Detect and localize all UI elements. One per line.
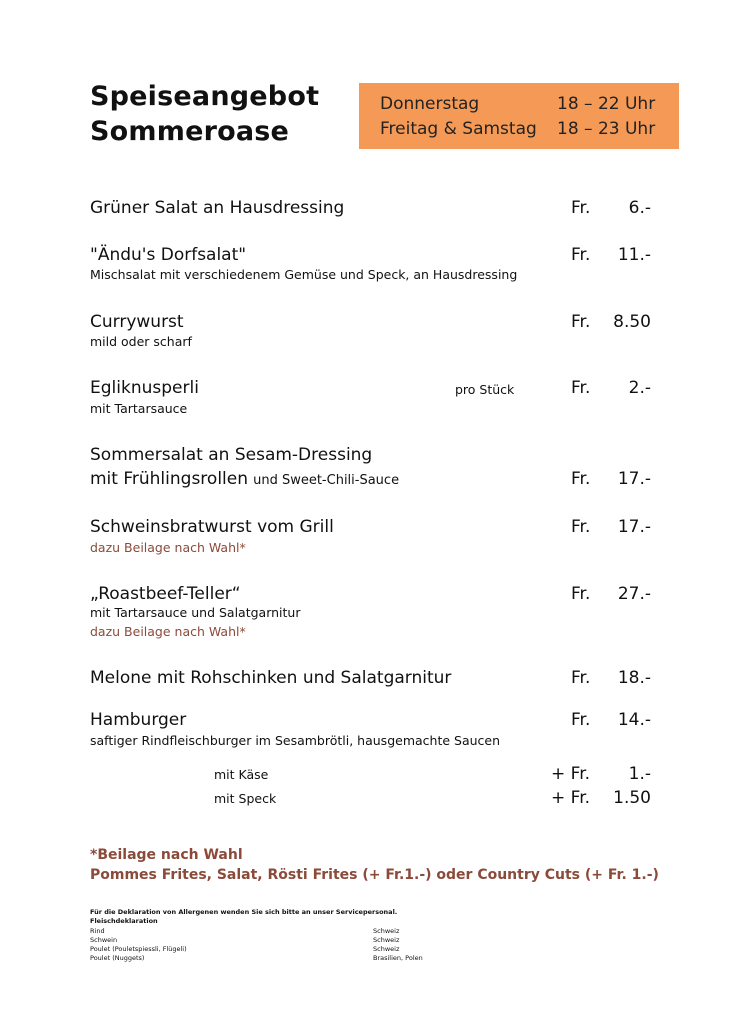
- item-price: 17.-: [617, 517, 651, 537]
- hours-day: Freitag & Samstag: [380, 119, 537, 139]
- currency-label: Fr.: [571, 469, 591, 489]
- meat-type: Poulet (Pouletspiessli, Flügeli): [90, 945, 187, 953]
- extra-price-prefix: + Fr.: [551, 764, 591, 784]
- item-side-dish-note: dazu Beilage nach Wahl*: [90, 540, 246, 555]
- meat-type: Poulet (Nuggets): [90, 954, 145, 962]
- item-name-line2: [90, 469, 399, 489]
- item-name: Egliknusperli: [90, 378, 199, 398]
- allergen-note: Für die Deklaration von Allergenen wenden Sie sich bitte an unser Servicepersonal.: [90, 908, 398, 916]
- extra-label: mit Käse: [214, 767, 269, 782]
- item-name: Hamburger: [90, 710, 187, 730]
- extra-price: 1.50: [613, 788, 651, 808]
- item-side-dish-note: dazu Beilage nach Wahl*: [90, 624, 246, 639]
- hours-day: Donnerstag: [380, 94, 480, 114]
- opening-hours-box: [359, 83, 679, 149]
- side-dish-options: Pommes Frites, Salat, Rösti Frites (+ Fr.1.-) oder Country Cuts (+ Fr. 1.-): [90, 867, 659, 883]
- item-name-part: mit Frühlingsrollen: [90, 469, 248, 489]
- item-name: „Roastbeef-Teller“: [90, 584, 241, 604]
- menu-title-line1: Speiseangebot: [90, 81, 320, 112]
- meat-origin: Schweiz: [373, 945, 400, 953]
- currency-label: Fr.: [571, 245, 591, 265]
- item-name: Grüner Salat an Hausdressing: [90, 198, 345, 218]
- item-description: mit Tartarsauce: [90, 401, 188, 416]
- item-price: 2.-: [628, 378, 651, 398]
- item-description: saftiger Rindfleischburger im Sesambrötli, hausgemachte Saucen: [90, 733, 501, 748]
- meat-type: Schwein: [90, 936, 118, 944]
- item-name: "Ändu's Dorfsalat": [90, 245, 247, 265]
- item-price: 11.-: [617, 245, 651, 265]
- item-price: 17.-: [617, 469, 651, 489]
- hours-time: 18 – 22 Uhr: [557, 94, 656, 114]
- item-price: 6.-: [628, 198, 651, 218]
- currency-label: Fr.: [571, 710, 591, 730]
- item-description: Mischsalat mit verschiedenem Gemüse und Speck, an Hausdressing: [90, 267, 518, 282]
- meat-origin: Brasilien, Polen: [373, 954, 423, 962]
- currency-label: Fr.: [571, 378, 591, 398]
- meat-declaration-heading: Fleischdeklaration: [90, 917, 158, 925]
- item-price: 14.-: [617, 710, 651, 730]
- item-name: Melone mit Rohschinken und Salatgarnitur: [90, 668, 452, 688]
- item-name: Currywurst: [90, 312, 184, 332]
- item-name: Schweinsbratwurst vom Grill: [90, 517, 334, 537]
- meat-type: Rind: [90, 927, 105, 935]
- currency-label: Fr.: [571, 312, 591, 332]
- item-description: mit Tartarsauce und Salatgarnitur: [90, 605, 301, 620]
- menu-title-line2: Sommeroase: [90, 116, 290, 147]
- extra-price: 1.-: [628, 764, 651, 784]
- side-dish-heading: *Beilage nach Wahl: [90, 847, 243, 863]
- meat-origin: Schweiz: [373, 927, 400, 935]
- item-price: 18.-: [617, 668, 651, 688]
- item-price: 27.-: [617, 584, 651, 604]
- item-description: mild oder scharf: [90, 334, 192, 349]
- extra-price-prefix: + Fr.: [551, 788, 591, 808]
- item-name: Sommersalat an Sesam-Dressing: [90, 445, 373, 465]
- hours-time: 18 – 23 Uhr: [557, 119, 656, 139]
- meat-origin: Schweiz: [373, 936, 400, 944]
- currency-label: Fr.: [571, 584, 591, 604]
- item-name-small-part: und Sweet-Chili-Sauce: [253, 473, 400, 488]
- currency-label: Fr.: [571, 517, 591, 537]
- currency-label: Fr.: [571, 668, 591, 688]
- item-price: 8.50: [613, 312, 651, 332]
- currency-label: Fr.: [571, 198, 591, 218]
- extra-label: mit Speck: [214, 791, 277, 806]
- item-note: pro Stück: [455, 382, 515, 397]
